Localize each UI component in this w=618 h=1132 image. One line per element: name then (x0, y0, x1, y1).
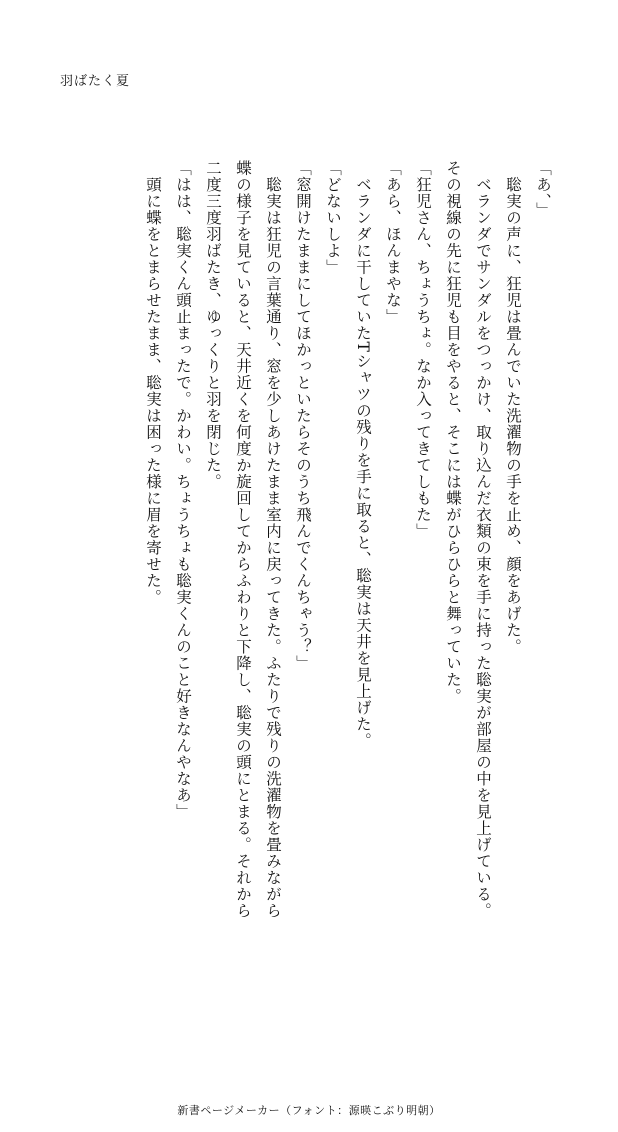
paragraph: 「あら、ほんまやな」 (384, 160, 402, 325)
paragraph: 聡実の声に、狂児は畳んでいた洗濯物の手を止め、顔をあげた。 (504, 160, 522, 655)
paragraph: 聡実は狂児の言葉通り、窓を少しあけたまま室内に戻ってきた。ふたりで残りの洗濯物を畳みながら蝶の様子を見ていると、天井近くを何度か旋回してからふわりと下降し、聡実の頭にとまる。それから二度三度羽ばたき、ゆっくりと羽を閉じた。 (204, 160, 282, 919)
page-title: 羽ばたく夏 (60, 74, 131, 89)
footer-credit: 新書ページメーカー（フォント：源暎こぶり明朝） (177, 1104, 441, 1117)
paragraph: 「狂児さん、ちょうちょ。なか入ってきてしもた」 (414, 160, 432, 540)
paragraph: 「窓開けたままにしてほかっといたらそのうち飛んでくんちゃう？」 (294, 160, 312, 672)
paragraph: 「はは、聡実くん頭止まったで。かわい。ちょうちょも聡実くんのこと好きなんやなあ」 (174, 160, 192, 820)
paragraph: 「どないしよ」 (324, 160, 342, 276)
vertical-body-text (138, 160, 558, 920)
paragraph: 頭に蝶をとまらせたまま、聡実は困った様に眉を寄せた。 (144, 160, 162, 606)
paragraph: ベランダに干していたTシャツの残りを手に取ると、聡実は天井を見上げた。 (354, 160, 372, 749)
paragraph: ベランダでサンダルをつっかけ、取り込んだ衣類の束を手に持った聡実が部屋の中を見上げている。その視線の先に狂児も目をやると、そこには蝶がひらひらと舞っていた。 (444, 160, 492, 919)
paragraph: 「あ、」 (534, 160, 552, 219)
